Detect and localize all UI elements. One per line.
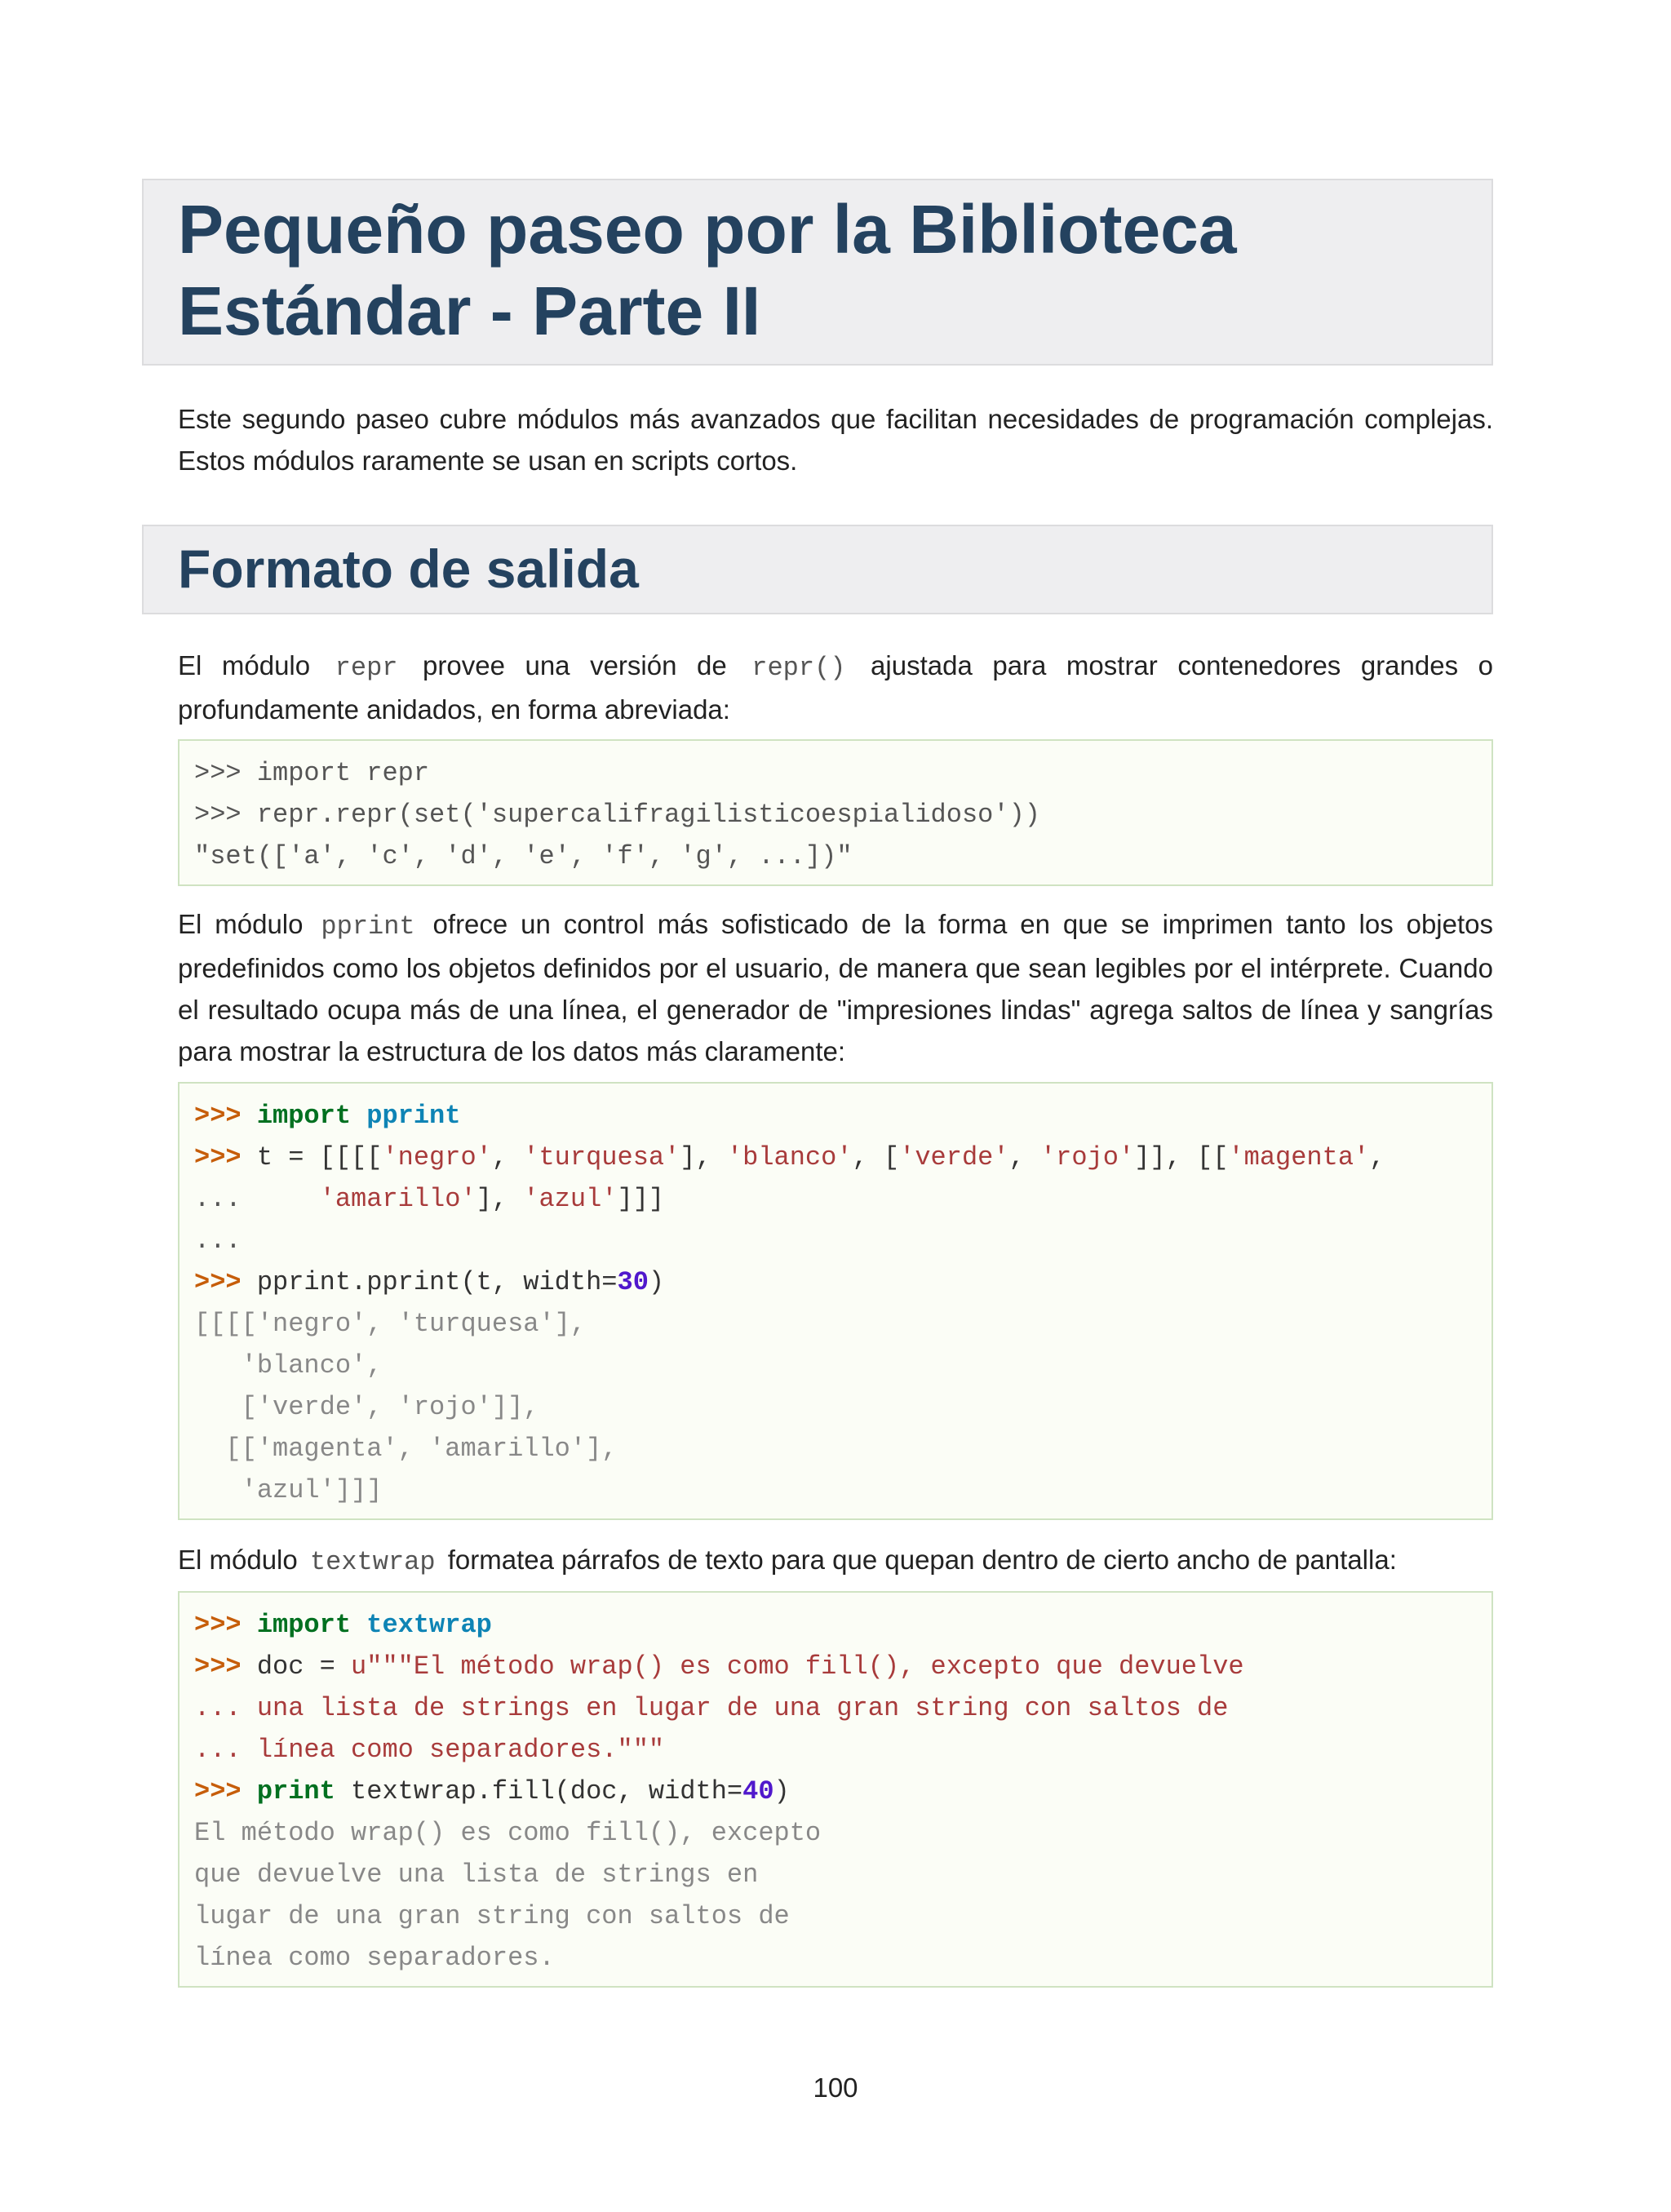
- page-title-line-2: Estándar - Parte II: [178, 273, 761, 349]
- code-line: [194, 1687, 1491, 1729]
- repr-inline-code: repr: [335, 653, 398, 683]
- string: 'azul': [523, 1184, 618, 1214]
- code-text: t = [[[[: [241, 1142, 383, 1172]
- code-line: [194, 1261, 1491, 1303]
- section-title: Formato de salida: [178, 539, 639, 599]
- operator: =: [726, 1776, 743, 1806]
- code-line: [194, 1646, 1491, 1687]
- code-text: ],: [680, 1142, 727, 1172]
- section-header-box: [142, 525, 1493, 614]
- output-line: [['magenta', 'amarillo'],: [194, 1434, 618, 1464]
- string: una lista de strings en lugar de una gran string con saltos de: [241, 1693, 1229, 1723]
- output-line: lugar de una gran string con saltos de: [194, 1901, 790, 1931]
- code-block-repr: [178, 739, 1493, 886]
- page-number: 100: [813, 2072, 858, 2103]
- code-text: ,: [491, 1142, 524, 1172]
- string: 'verde': [899, 1142, 1009, 1172]
- output-line: 'azul']]]: [194, 1475, 383, 1505]
- continuation-prompt: ...: [194, 1226, 242, 1256]
- code-line: "set(['a', 'c', 'd', 'e', 'f', 'g', ...])": [194, 841, 853, 871]
- code-text: textwrap.fill(doc, width: [335, 1776, 727, 1806]
- code-text: ,: [1008, 1142, 1040, 1172]
- string: u"""El método wrap() es como fill(), excepto que devuelve: [351, 1651, 1244, 1682]
- page-title-box: [142, 179, 1493, 366]
- string: 'blanco': [726, 1142, 853, 1172]
- number: 30: [617, 1267, 649, 1297]
- code-text: [: [883, 1142, 900, 1172]
- string: 'amarillo': [319, 1184, 476, 1214]
- pprint-inline-code: pprint: [321, 911, 415, 942]
- keyword: import: [256, 1101, 352, 1131]
- code-text: ]]]: [617, 1184, 665, 1214]
- intro-paragraph: Este segundo paseo cubre módulos más avanzados que facilitan necesidades de programación complejas. Estos módulos raramente se usan en scripts cortos.: [178, 404, 1493, 476]
- code-block-pprint: [178, 1082, 1493, 1520]
- code-text: ): [773, 1776, 790, 1806]
- code-text: ]], [[: [1134, 1142, 1229, 1172]
- continuation-prompt: ...: [194, 1184, 242, 1214]
- prompt: >>>: [194, 1101, 242, 1131]
- code-text: ): [648, 1267, 665, 1297]
- module-name: textwrap: [366, 1610, 492, 1640]
- textwrap-paragraph: [178, 1539, 1493, 1583]
- continuation-prompt: ...: [194, 1735, 242, 1765]
- textwrap-inline-code: textwrap: [309, 1547, 436, 1577]
- code-line: [194, 1771, 1491, 1812]
- string: 'magenta': [1228, 1142, 1370, 1172]
- string: 'negro': [382, 1142, 492, 1172]
- page-title-line-1: Pequeño paseo por la Biblioteca: [178, 191, 1237, 268]
- number: 40: [742, 1776, 774, 1806]
- output-line: El método wrap() es como fill(), excepto: [194, 1818, 822, 1848]
- code-text: pprint.pprint(t, width: [241, 1267, 602, 1297]
- prompt: >>>: [194, 1651, 242, 1682]
- prompt: >>>: [194, 1610, 242, 1640]
- pprint-text-before: El módulo: [178, 909, 304, 939]
- output-line: ['verde', 'rojo']],: [194, 1392, 539, 1422]
- code-line: [194, 1604, 1491, 1646]
- continuation-prompt: ...: [194, 1693, 242, 1723]
- output-line: [[[['negro', 'turquesa'],: [194, 1309, 587, 1339]
- code-line: [194, 1178, 1491, 1220]
- output-line: 'blanco',: [194, 1350, 383, 1381]
- page-title: [178, 188, 1237, 352]
- repr-text-middle: provee una versión de: [423, 650, 727, 680]
- prompt: >>>: [194, 1142, 242, 1172]
- output-line: que devuelve una lista de strings en: [194, 1860, 759, 1890]
- code-line: >>> repr.repr(set('supercalifragilisticoespialidoso')): [194, 800, 1040, 830]
- string: 'rojo': [1039, 1142, 1135, 1172]
- textwrap-text-after: formatea párrafos de texto para que quepan dentro de cierto ancho de pantalla:: [447, 1545, 1397, 1575]
- string: línea como separadores.""": [241, 1735, 665, 1765]
- repr-text-after: ajustada para mostrar contenedores grandes o profundamente anidados, en forma abreviada:: [178, 650, 1493, 725]
- repr-func-inline-code: repr(): [751, 653, 846, 683]
- code-text: ,: [852, 1142, 884, 1172]
- output-line: línea como separadores.: [194, 1943, 555, 1973]
- module-name: pprint: [366, 1101, 461, 1131]
- code-line: [194, 1220, 1491, 1261]
- code-text: ],: [476, 1184, 524, 1214]
- code-text: [242, 1184, 320, 1214]
- code-text: doc =: [241, 1651, 352, 1682]
- string: 'turquesa': [523, 1142, 680, 1172]
- code-line: [194, 1095, 1491, 1137]
- code-line: >>> import repr: [194, 758, 430, 788]
- code-line: [194, 1729, 1491, 1771]
- keyword: print: [256, 1776, 335, 1806]
- repr-paragraph: [178, 645, 1493, 730]
- repr-text-before: El módulo: [178, 650, 311, 680]
- pprint-text-after: ofrece un control más sofisticado de la forma en que se imprimen tanto los objetos predefinidos como los objetos definidos por el usuario, de manera que sean legibles por el intérprete. Cuando el resultado ocupa más de una línea, el generador de "impresiones lindas" agrega saltos de línea y sangrías para mostrar la estructura de los datos más claramente:: [178, 909, 1494, 1066]
- code-text: ,: [1369, 1142, 1385, 1172]
- prompt: >>>: [194, 1267, 242, 1297]
- code-line: [194, 1137, 1491, 1178]
- keyword: import: [256, 1610, 352, 1640]
- textwrap-text-before: El módulo: [178, 1545, 298, 1575]
- pprint-paragraph: [178, 903, 1493, 1072]
- operator: =: [601, 1267, 618, 1297]
- prompt: >>>: [194, 1776, 242, 1806]
- code-block-textwrap: [178, 1591, 1493, 1988]
